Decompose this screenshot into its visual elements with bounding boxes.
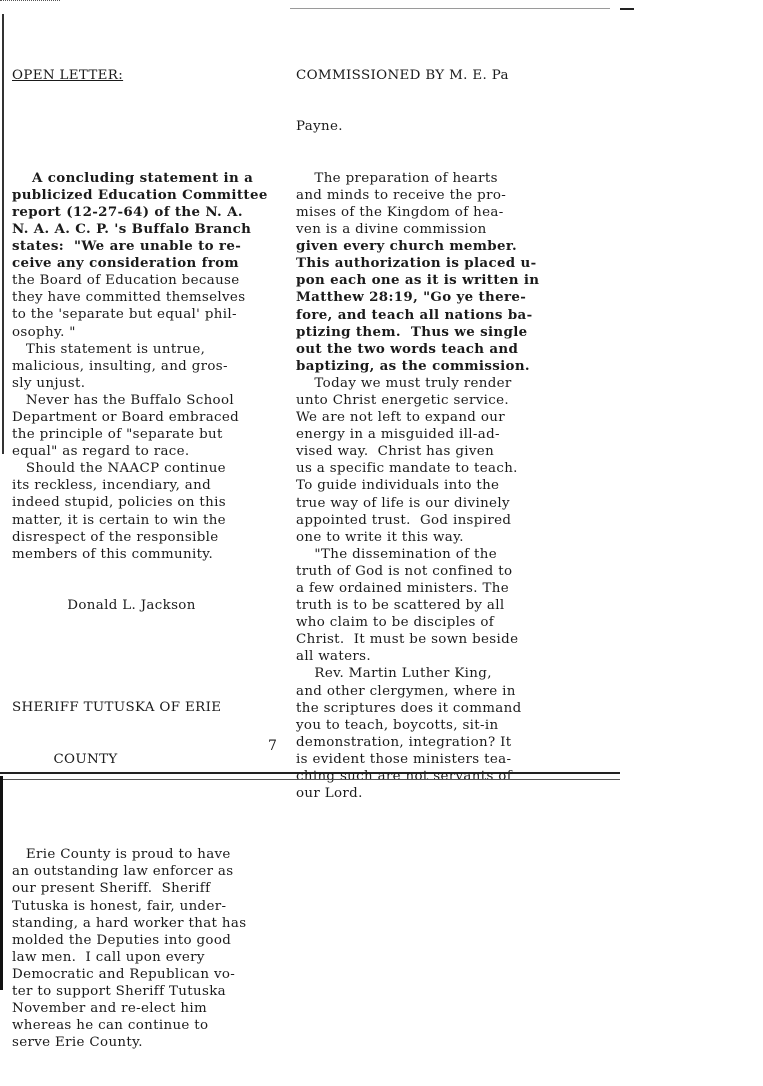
text-line: our present Sheriff. Sheriff (12, 881, 211, 897)
text-line: Tutuska is honest, fair, under- (12, 898, 227, 914)
text-line: all waters. (296, 649, 371, 665)
text-line: molded the Deputies into good (12, 932, 232, 948)
text-line: sly unjust. (12, 375, 86, 391)
commissioned-heading-line-1: COMMISSIONED BY M. E. Pa (296, 68, 509, 84)
text-line: members of this community. (12, 546, 214, 562)
text-line: one to write it this way. (296, 529, 464, 545)
text-line: Matthew 28:19, "Go ye there- (296, 289, 527, 306)
text-line: Christ. It must be sown beside (296, 632, 519, 648)
scan-artifact-top-left (0, 0, 60, 2)
text-line: standing, a hard worker that has (12, 915, 247, 931)
text-line: The preparation of hearts (296, 170, 498, 186)
text-line: osophy. " (12, 324, 76, 340)
text-line: us a specific mandate to teach. (296, 461, 518, 477)
text-line: our Lord. (296, 786, 363, 802)
text-line: truth is to be scattered by all (296, 598, 505, 614)
text-line: matter, it is certain to win the (12, 512, 226, 528)
text-line: the Board of Education because (12, 273, 240, 289)
text-line: publicized Education Committee (12, 186, 268, 203)
text-line: Should the NAACP continue (12, 461, 226, 477)
scan-artifact-top-line (290, 8, 610, 9)
text-line: its reckless, incendiary, and (12, 478, 212, 494)
text-line: N. A. A. C. P. 's Buffalo Branch (12, 220, 252, 237)
text-line: and other clergymen, where in (296, 683, 516, 699)
text-line: Erie County is proud to have (12, 847, 231, 863)
open-letter-body (12, 170, 274, 563)
text-line: ter to support Sheriff Tutuska (12, 983, 227, 999)
text-line: serve Erie County. (12, 1035, 143, 1051)
text-line: you to teach, boycotts, sit-in (296, 717, 499, 733)
text-line: states: "We are unable to re- (12, 238, 242, 255)
text-line: truth of God is not confined to (296, 563, 513, 579)
scan-artifact-bottom-rule (0, 772, 620, 780)
text-line: energy in a misguided ill-ad- (296, 427, 500, 443)
text-line: and minds to receive the pro- (296, 187, 507, 203)
text-line: Rev. Martin Luther King, (296, 666, 492, 682)
sheriff-heading-line-1: SHERIFF TUTUSKA OF ERIE (12, 700, 222, 716)
text-line: November and re-elect him (12, 1001, 208, 1017)
text-line: given every church member. (296, 238, 518, 255)
page-number: 7 (268, 738, 277, 754)
text-line: ceive any consideration from (12, 255, 239, 272)
text-line: disrespect of the responsible (12, 529, 219, 545)
text-line: equal" as regard to race. (12, 444, 190, 460)
text-line: out the two words teach and (296, 340, 519, 357)
text-line: true way of life is our divinely (296, 495, 510, 511)
text-line: To guide individuals into the (296, 478, 500, 494)
text-line: the scriptures does it command (296, 700, 522, 716)
scan-artifact-bottom-edge (0, 776, 3, 990)
open-letter-heading: OPEN LETTER: (12, 68, 124, 84)
text-line: Democratic and Republican vo- (12, 966, 236, 982)
sheriff-heading-line-2: COUNTY (12, 751, 118, 767)
text-line: mises of the Kingdom of hea- (296, 204, 504, 220)
text-line: fore, and teach all nations ba- (296, 306, 533, 323)
text-line: the principle of "separate but (12, 427, 223, 443)
text-line: "The dissemination of the (296, 546, 497, 562)
commissioned-body (296, 170, 546, 802)
text-line: malicious, insulting, and gros- (12, 358, 228, 374)
text-line: they have committed themselves (12, 290, 246, 306)
sheriff-body (12, 846, 274, 1051)
text-line: to the 'separate but equal' phil- (12, 307, 237, 323)
text-line: This authorization is placed u- (296, 255, 537, 272)
text-line: report (12-27-64) of the N. A. (12, 203, 243, 220)
commissioned-heading-line-2: Payne. (296, 119, 343, 135)
text-line: law men. I call upon every (12, 949, 205, 965)
text-line: whereas he can continue to (12, 1018, 209, 1034)
text-line: ptizing them. Thus we single (296, 323, 528, 340)
text-line: a few ordained ministers. The (296, 581, 509, 596)
text-line: appointed trust. God inspired (296, 512, 512, 528)
text-line: Never has the Buffalo School (12, 392, 234, 408)
text-line: Department or Board embraced (12, 409, 240, 425)
text-line: vised way. Christ has given (296, 444, 495, 460)
spacer (12, 802, 274, 812)
text-line: We are not left to expand our (296, 410, 505, 426)
text-line: is evident those ministers tea- (296, 751, 512, 767)
text-line: This statement is untrue, (12, 341, 206, 357)
text-line: indeed stupid, policies on this (12, 495, 226, 511)
left-column (12, 33, 274, 1086)
text-line: ven is a divine commission (296, 222, 487, 238)
spacer (12, 648, 274, 665)
text-line: ching such are not servants of (296, 769, 513, 785)
text-line: pon each one as it is written in (296, 272, 540, 289)
text-line: baptizing, as the commission. (296, 357, 530, 374)
text-line: unto Christ energetic service. (296, 392, 510, 408)
spacer (12, 118, 274, 135)
scan-artifact-top-right (620, 8, 634, 10)
text-line: who claim to be disciples of (296, 615, 495, 631)
scan-artifact-left-edge (2, 14, 4, 454)
text-line: demonstration, integration? It (296, 734, 512, 750)
text-line: an outstanding law enforcer as (12, 864, 234, 880)
open-letter-signature: Donald L. Jackson (12, 598, 196, 613)
right-column (296, 33, 546, 836)
text-line: A concluding statement in a (12, 169, 254, 186)
text-line: Today we must truly render (296, 375, 512, 391)
